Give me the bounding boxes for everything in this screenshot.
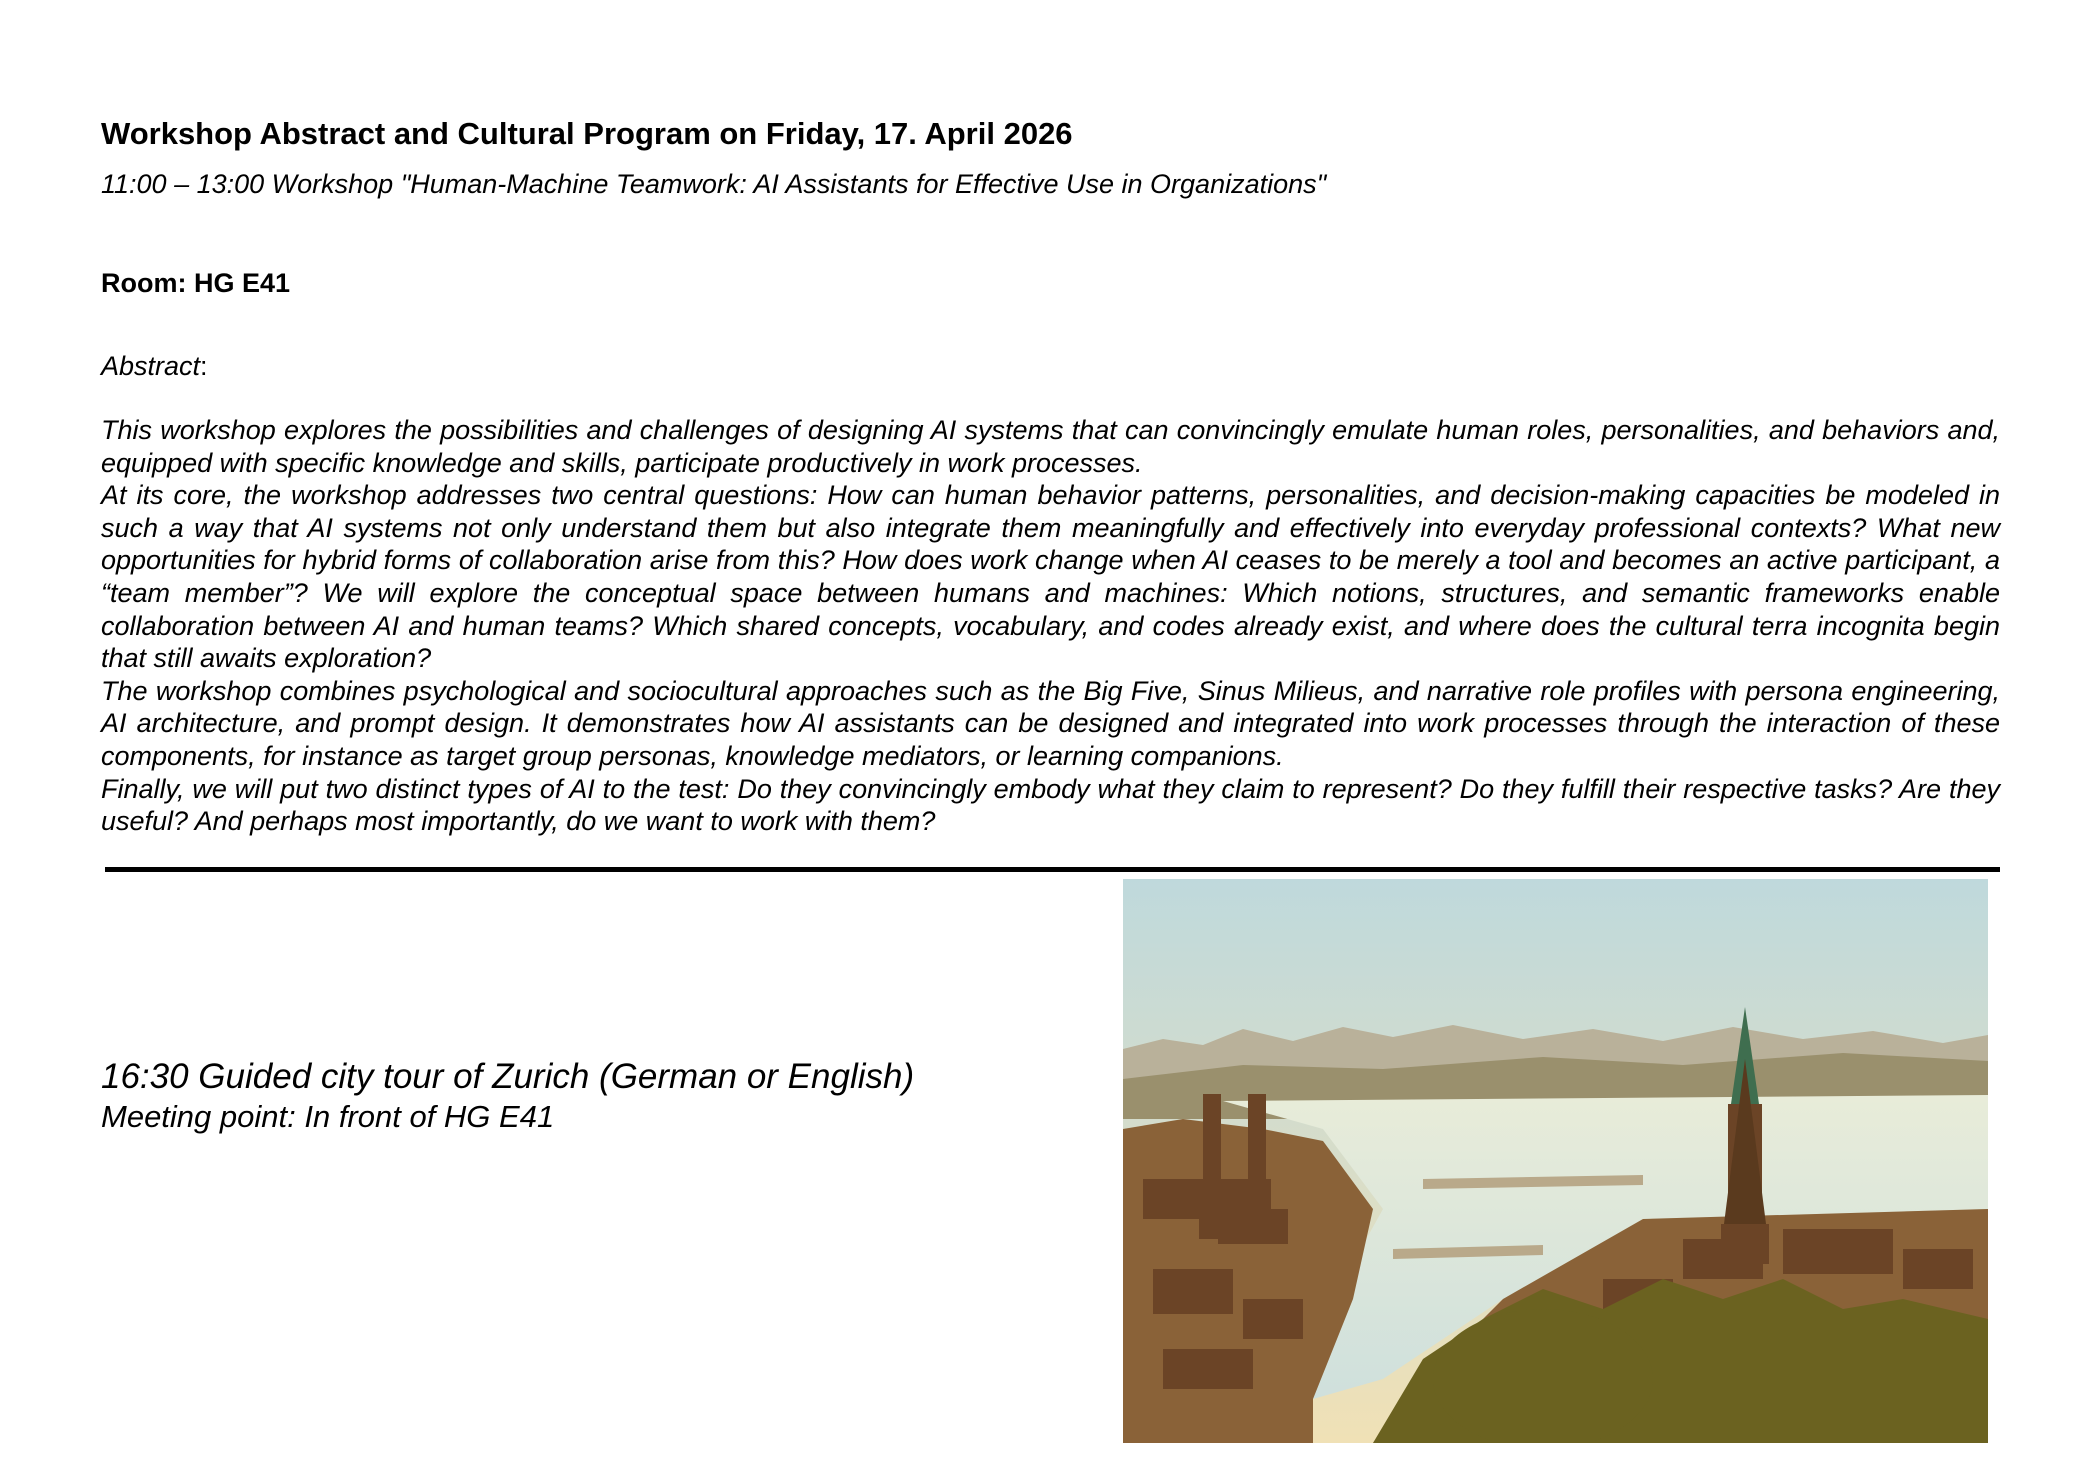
abstract-paragraph: This workshop explores the possibilities and challenges of designing AI systems that can convincingly emulate human roles, personalities, and behaviors and, equipped with specific knowledge and skills, participate productively in work processes. (101, 415, 2000, 478)
abstract-label-colon: : (200, 351, 208, 381)
abstract-paragraph: At its core, the workshop addresses two central questions: How can human behavior patterns, personalities, and decision-making capacities be modeled in such a way that AI systems not only understand them but also integrate them meaningfully and effectively into everyday professional contexts? What new opportunities for hybrid forms of collaboration arise from this? How does work change when AI ceases to be merely a tool and becomes an active participant, a “team member”? We will explore the conceptual space between humans and machines: Which notions, structures, and semantic frameworks enable collaboration between AI and human teams? Which shared concepts, vocabulary, and codes already exist, and where does the cultural terra incognita begin that still awaits exploration? (101, 480, 2000, 674)
section-divider (105, 867, 2000, 872)
abstract-paragraph: Finally, we will put two distinct types of AI to the test: Do they convincingly embody what they claim to represent? Do they fulfill their respective tasks? Are they useful? And perhaps most importantly, do we want to work with them? (101, 773, 2000, 837)
abstract-label: Abstract (101, 351, 201, 381)
room-label: Room: HG E41 (101, 268, 291, 298)
workshop-session-line: 11:00 – 13:00 Workshop "Human-Machine Teamwork: AI Assistants for Effective Use in Organizations" (101, 169, 1327, 199)
abstract-body (101, 414, 2000, 838)
city-tour-meeting-point: Meeting point: In front of HG E41 (101, 1099, 555, 1134)
page-title: Workshop Abstract and Cultural Program on Friday, 17. April 2026 (101, 116, 1073, 151)
city-tour-title: 16:30 Guided city tour of Zurich (German or English) (101, 1057, 915, 1096)
abstract-paragraph: The workshop combines psychological and sociocultural approaches such as the Big Five, Sinus Milieus, and narrative role profiles with persona engineering, AI architecture, and prompt design. It demonstrates how AI assistants can be designed and integrated into work processes through the interaction of these components, for instance as target group personas, knowledge mediators, or learning companions. (101, 675, 2000, 771)
zurich-city-illustration (1123, 879, 1988, 1443)
zurich-city-photo (1123, 879, 1988, 1443)
abstract-heading (101, 348, 208, 384)
